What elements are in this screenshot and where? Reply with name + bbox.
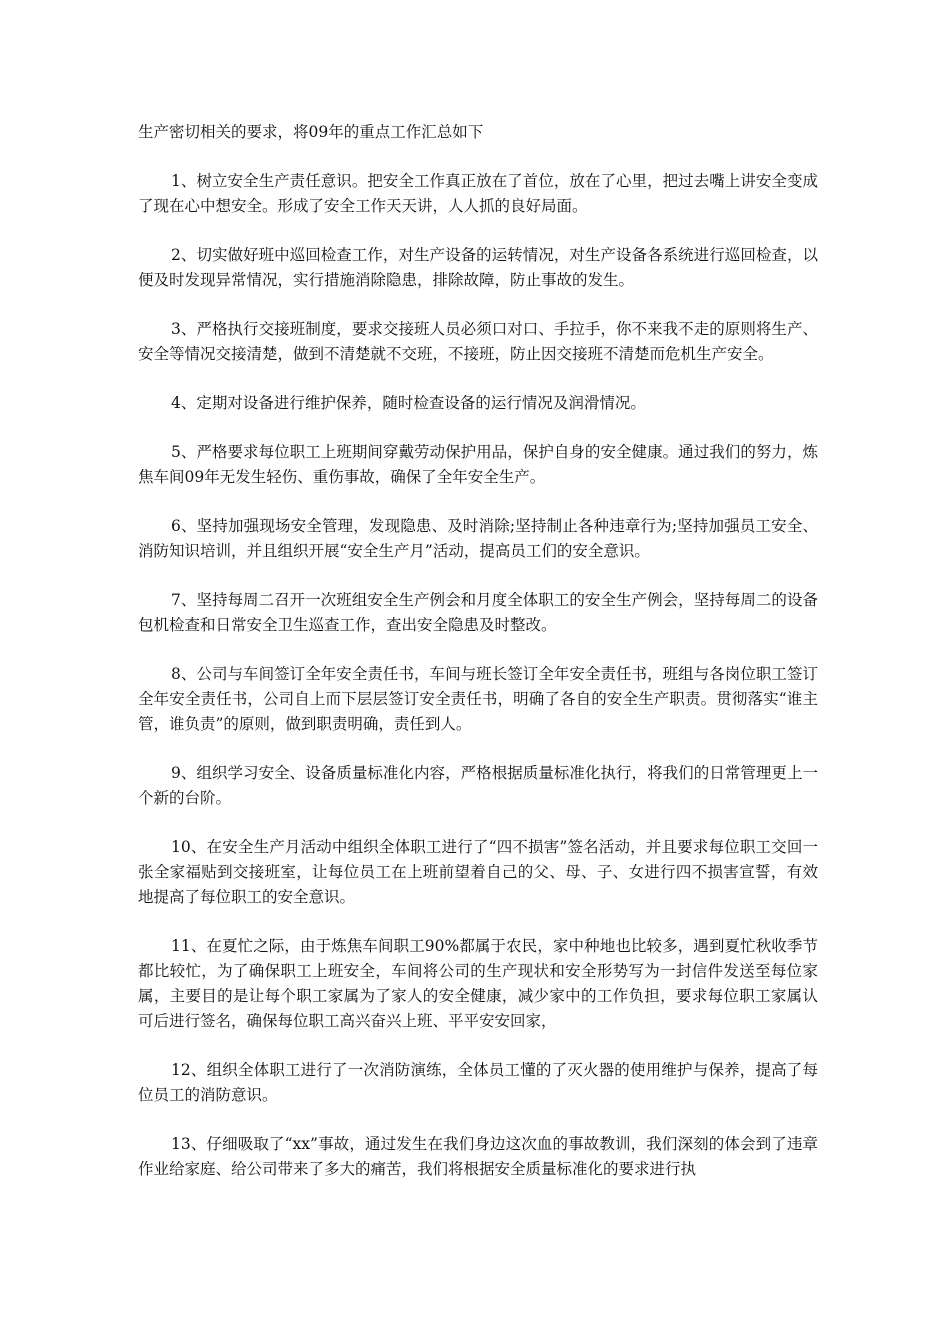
paragraph-4: 4、定期对设备进行维护保养，随时检查设备的运行情况及润滑情况。 xyxy=(171,394,646,412)
paragraph-12: 12、组织全体职工进行了一次消防演练，全体员工懂的了灭火器的使用维护与保养，提高了每位员工的消防意识。 xyxy=(138,1061,818,1104)
paragraph-11: 11、在夏忙之际，由于炼焦车间职工90%都属于农民，家中种地也比较多，遇到夏忙秋收季节都比较忙，为了确保职工上班安全，车间将公司的生产现状和安全形势写为一封信件发送至每位家属，主要目的是让每个职工家属为了家人的安全健康，减少家中的工作负担，要求每位职工家属认可后进行签名，确保每位职工高兴奋兴上班、平平安安回家， xyxy=(138,937,818,1030)
paragraph-13: 13、仔细吸取了“xx”事故，通过发生在我们身边这次血的事故教训，我们深刻的体会到了违章作业给家庭、给公司带来了多大的痛苦，我们将根据安全质量标准化的要求进行执 xyxy=(138,1135,818,1178)
paragraph-3: 3、严格执行交接班制度，要求交接班人员必须口对口、手拉手，你不来我不走的原则将生产、安全等情况交接清楚，做到不清楚就不交班，不接班，防止因交接班不清楚而危机生产安全。 xyxy=(138,320,818,363)
paragraph-1: 1、树立安全生产责任意识。把安全工作真正放在了首位，放在了心里，把过去嘴上讲安全变成了现在心中想安全。形成了安全工作天天讲，人人抓的良好局面。 xyxy=(138,172,818,215)
intro-text: 生产密切相关的要求，将09年的重点工作汇总如下 xyxy=(138,123,484,141)
paragraph-6: 6、坚持加强现场安全管理，发现隐患、及时消除;坚持制止各种违章行为;坚持加强员工安全、消防知识培训，并且组织开展“安全生产月”活动，提高员工们的安全意识。 xyxy=(138,517,818,560)
paragraph-5: 5、严格要求每位职工上班期间穿戴劳动保护用品，保护自身的安全健康。通过我们的努力，炼焦车间09年无发生轻伤、重伤事故，确保了全年安全生产。 xyxy=(138,443,818,486)
paragraph-2: 2、切实做好班中巡回检查工作，对生产设备的运转情况，对生产设备各系统进行巡回检查，以便及时发现异常情况，实行措施消除隐患，排除故障，防止事故的发生。 xyxy=(138,246,818,289)
paragraph-10: 10、在安全生产月活动中组织全体职工进行了“四不损害”签名活动，并且要求每位职工交回一张全家福贴到交接班室，让每位员工在上班前望着自己的父、母、子、女进行四不损害宣誓，有效地提高了每位职工的安全意识。 xyxy=(138,838,818,906)
paragraph-8: 8、公司与车间签订全年安全责任书，车间与班长签订全年安全责任书，班组与各岗位职工签订全年安全责任书，公司自上而下层层签订安全责任书，明确了各自的安全生产职责。贯彻落实“谁主管，谁负责”的原则，做到职责明确，责任到人。 xyxy=(138,665,818,733)
paragraph-7: 7、坚持每周二召开一次班组安全生产例会和月度全体职工的安全生产例会，坚持每周二的设备包机检查和日常安全卫生巡查工作，查出安全隐患及时整改。 xyxy=(138,591,818,634)
document-page xyxy=(138,120,818,1206)
paragraph-9: 9、组织学习安全、设备质量标准化内容，严格根据质量标准化执行，将我们的日常管理更上一个新的台阶。 xyxy=(138,764,818,807)
